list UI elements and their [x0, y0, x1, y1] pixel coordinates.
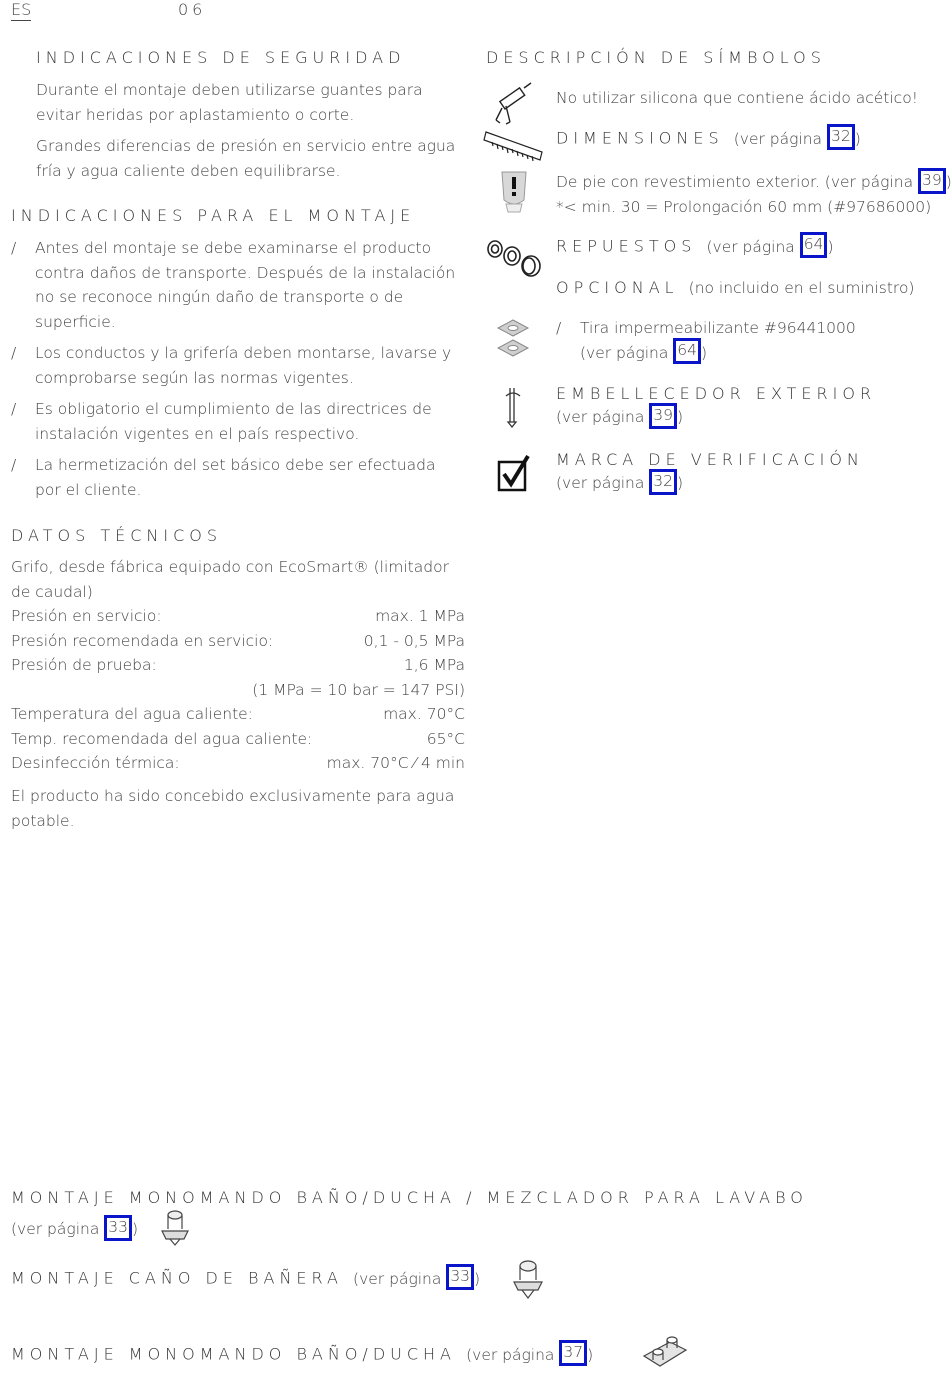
page-link-37[interactable]: 37 [559, 1340, 587, 1366]
tech-row-value: max. 70°C ⁄ 4 min [326, 754, 465, 772]
page-link-33[interactable]: 33 [446, 1264, 474, 1290]
ref-prefix: (ver página [466, 1345, 555, 1364]
safety-p1: Durante el montaje deben utilizarse guantes para evitar heridas por aplastamiento o corte. [36, 81, 423, 124]
tech-row-label: Presión en servicio: [11, 607, 162, 625]
ref-prefix: (ver página [556, 408, 645, 426]
warning-sleeve-icon [496, 170, 532, 214]
bullet-slash: / [556, 319, 562, 337]
mounting-item-text: Los conductos y la grifería deben montarse, lavarse y comprobarse según las normas vigentes. [35, 344, 452, 387]
ref-close: ) [587, 1345, 594, 1364]
page-link-33[interactable]: 33 [104, 1215, 132, 1241]
ref-close: ) [474, 1269, 481, 1288]
ref-prefix: (ver página [733, 129, 823, 148]
tech-row-label: Desinfección térmica: [11, 754, 180, 772]
symbols-title: DESCRIPCIÓN DE SÍMBOLOS [486, 48, 826, 67]
check-ref [556, 471, 864, 496]
ref-close: ) [945, 173, 952, 191]
mounting-item [11, 397, 466, 446]
spares-title: REPUESTOS [556, 236, 697, 256]
mounting-item [11, 453, 466, 502]
escutcheon-icon [500, 386, 526, 428]
bottom-m3 [11, 1344, 593, 1366]
mounting-item-text: La hermetización del set básico debe ser efectuada por el cliente. [35, 456, 436, 499]
page-link-32[interactable]: 32 [649, 469, 677, 495]
symbol-check [556, 450, 864, 496]
cartridge-icon [640, 1332, 690, 1372]
bullet-slash: / [11, 239, 17, 257]
ref-prefix: (ver página [11, 1220, 100, 1238]
tech-intro: Grifo, desde fábrica equipado con EcoSmart® (limitador de caudal) [11, 558, 449, 601]
tech-row [11, 678, 465, 703]
symbol-dimensions [556, 128, 861, 150]
page-link-64[interactable]: 64 [673, 338, 701, 364]
silicone-gun-icon [490, 80, 534, 126]
strip-line1: Tira impermeabilizante #96441000 [580, 319, 856, 337]
tech-row [11, 751, 465, 776]
ref-prefix: (ver página [580, 343, 669, 362]
mounting-list [11, 236, 466, 502]
page-link-32[interactable]: 32 [827, 124, 855, 150]
page-link-39[interactable]: 39 [649, 403, 677, 429]
tech-table [11, 604, 465, 776]
symbol-standing [556, 170, 952, 219]
dimensions-title: DIMENSIONES [556, 128, 724, 148]
page-lang [11, 0, 31, 21]
bottom-m3-title: MONTAJE MONOMANDO BAÑO/DUCHA [11, 1344, 456, 1364]
tech-row [11, 653, 465, 678]
checkmark-box-icon [496, 452, 532, 494]
bullet-slash: / [11, 344, 17, 362]
ref-close: ) [677, 408, 684, 426]
ref-close: ) [701, 343, 708, 362]
symbol-escutcheon [556, 384, 876, 430]
ref-close: ) [854, 129, 861, 148]
cartridge-icon [156, 1207, 194, 1247]
ref-close: ) [677, 474, 684, 492]
escutcheon-title: EMBELLECEDOR EXTERIOR [556, 384, 877, 403]
tech-row [11, 629, 465, 654]
tech-row [11, 702, 465, 727]
ref-prefix: (ver página [556, 474, 645, 492]
tech-row [11, 604, 465, 629]
tech-row-value: 1,6 MPa [403, 656, 465, 674]
ref-close: ) [827, 237, 834, 256]
safety-title: INDICACIONES DE SEGURIDAD [36, 48, 406, 67]
symbol-strip [556, 316, 876, 365]
standing-line2: *< min. 30 = Prolongación 60 mm (#97686000) [556, 197, 932, 216]
tech-row-label: Presión de prueba: [11, 656, 157, 674]
bullet-slash: / [11, 400, 17, 418]
tech-row-value: (1 MPa = 10 bar = 147 PSI) [252, 680, 465, 699]
safety-p2: Grandes diferencias de presión en servicio entre agua fría y agua caliente deben equilibrarse. [36, 137, 456, 180]
ref-prefix: (ver página [706, 237, 795, 256]
spares-ref [706, 235, 834, 256]
tech-title: DATOS TÉCNICOS [11, 526, 223, 545]
tech-note: El producto ha sido concebido exclusivamente para agua potable. [11, 787, 455, 830]
optional-note: (no incluido en el suministro) [688, 279, 915, 297]
symbol-spares [556, 236, 834, 258]
cartridge-icon [508, 1258, 548, 1300]
mounting-title: INDICACIONES PARA EL MONTAJE [11, 206, 416, 225]
bottom-m2 [11, 1268, 480, 1290]
ruler-icon [484, 128, 544, 168]
strip-ref [580, 341, 876, 366]
tech-row [11, 727, 465, 752]
dimensions-ref [733, 127, 861, 148]
bottom-m2-ref [353, 1267, 481, 1288]
bottom-m1-title: MONTAJE MONOMANDO BAÑO/DUCHA / MEZCLADOR PARA LAVABO [11, 1188, 808, 1207]
tech-row-label: Presión recomendada en servicio: [11, 631, 274, 650]
bottom-m3-ref [466, 1343, 594, 1364]
symbol-silicone-text: No utilizar silicona que contiene ácido acético! [556, 89, 918, 107]
sealing-strip-icon [492, 318, 534, 360]
ref-close: ) [132, 1220, 139, 1238]
tech-row-label: Temp. recomendada del agua caliente: [11, 729, 313, 748]
page-number: 06 [178, 0, 207, 19]
bullet-slash: / [11, 456, 17, 474]
standing-line1 [556, 170, 952, 195]
strip-item [556, 316, 876, 365]
bottom-m2-title: MONTAJE CAÑO DE BAÑERA [11, 1268, 343, 1288]
tech-row-label: Temperatura del agua caliente: [11, 705, 253, 723]
symbol-optional [556, 278, 914, 297]
tech-row-value: 0,1 - 0,5 MPa [363, 631, 465, 650]
tech-row-value: 65°C [426, 729, 465, 748]
tech-row-value: max. 1 MPa [375, 607, 465, 625]
tech-row-value: max. 70°C [383, 705, 465, 723]
bottom-m1-ref [11, 1217, 138, 1242]
mounting-item [11, 236, 466, 334]
page-link-64[interactable]: 64 [800, 232, 828, 258]
ref-prefix: (ver página [353, 1269, 442, 1288]
optional-title: OPCIONAL [556, 278, 679, 297]
page-lang-text: ES [11, 0, 32, 19]
mounting-item-text: Antes del montaje se debe examinarse el producto contra daños de transporte. Después de la instalación no se reconoce ningún daño de transporte o de superficie. [35, 239, 456, 331]
spare-parts-icon [486, 238, 544, 278]
page-link-39[interactable]: 39 [918, 168, 946, 194]
mounting-item [11, 341, 466, 390]
standing-text: De pie con revestimiento exterior. (ver página [556, 173, 914, 191]
escutcheon-ref [556, 405, 876, 430]
check-title: MARCA DE VERIFICACIÓN [556, 450, 864, 469]
mounting-item-text: Es obligatorio el cumplimiento de las directrices de instalación vigentes en el país respectivo. [35, 400, 432, 443]
